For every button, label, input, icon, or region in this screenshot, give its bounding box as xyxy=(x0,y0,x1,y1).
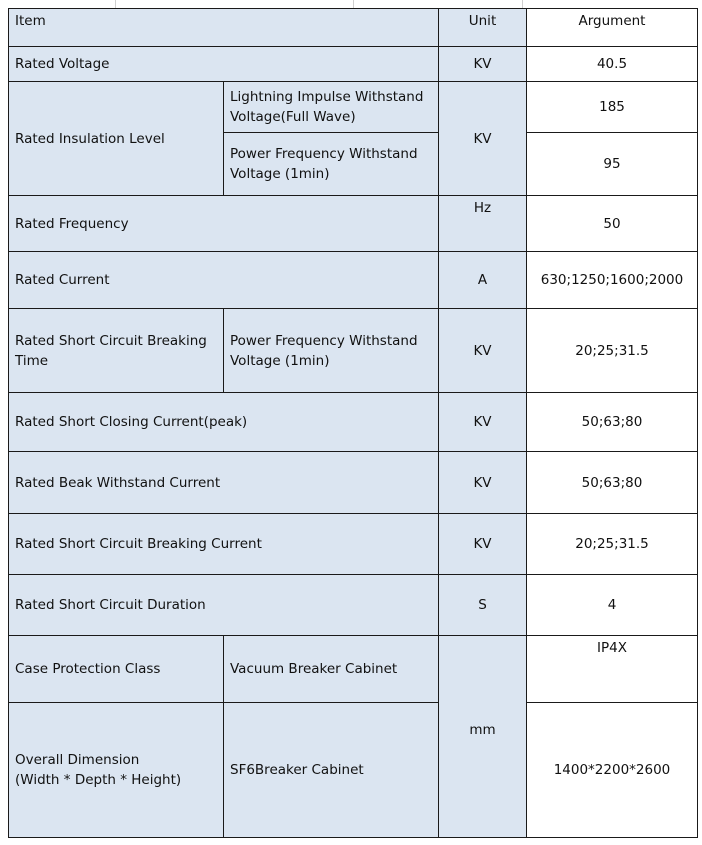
rated-voltage-value: 40.5 xyxy=(527,47,698,82)
header-row xyxy=(9,9,698,47)
table-row xyxy=(9,47,698,82)
breaking-current-label: Rated Short Circuit Breaking Current xyxy=(9,514,439,575)
table-row xyxy=(9,575,698,636)
table-row xyxy=(9,196,698,252)
table-row xyxy=(9,703,698,838)
duration-label: Rated Short Circuit Duration xyxy=(9,575,439,636)
dimension-unit: mm xyxy=(439,636,527,838)
dimension-value: 1400*2200*2600 xyxy=(527,703,698,838)
header-unit: Unit xyxy=(439,9,527,47)
table-row xyxy=(9,636,698,703)
table-row xyxy=(9,252,698,309)
breaking-time-unit: KV xyxy=(439,309,527,393)
rated-voltage-label: Rated Voltage xyxy=(9,47,439,82)
insulation-unit: KV xyxy=(439,82,527,196)
frequency-label: Rated Frequency xyxy=(9,196,439,252)
insulation-value-power: 95 xyxy=(527,133,698,196)
breaking-current-unit: KV xyxy=(439,514,527,575)
protection-sub: Vacuum Breaker Cabinet xyxy=(224,636,439,703)
insulation-value-lightning: 185 xyxy=(527,82,698,133)
beak-withstand-value: 50;63;80 xyxy=(527,452,698,514)
insulation-sub-power: Power Frequency Withstand Voltage (1min) xyxy=(224,133,439,196)
protection-value: IP4X xyxy=(527,636,698,703)
breaking-time-label: Rated Short Circuit Breaking Time xyxy=(9,309,224,393)
closing-current-unit: KV xyxy=(439,393,527,452)
table-row xyxy=(9,514,698,575)
frequency-value: 50 xyxy=(527,196,698,252)
header-item: Item xyxy=(9,9,439,47)
breaking-time-sub: Power Frequency Withstand Voltage (1min) xyxy=(224,309,439,393)
duration-unit: S xyxy=(439,575,527,636)
current-unit: A xyxy=(439,252,527,309)
breaking-time-value: 20;25;31.5 xyxy=(527,309,698,393)
current-value: 630;1250;1600;2000 xyxy=(527,252,698,309)
table-row xyxy=(9,393,698,452)
insulation-label: Rated Insulation Level xyxy=(9,82,224,196)
frequency-unit: Hz xyxy=(439,196,527,252)
header-argument: Argument xyxy=(527,9,698,47)
dimension-label xyxy=(9,703,224,838)
beak-withstand-unit: KV xyxy=(439,452,527,514)
table-row xyxy=(9,82,698,133)
current-label: Rated Current xyxy=(9,252,439,309)
dimension-label-line1: Overall Dimension xyxy=(15,752,140,768)
closing-current-value: 50;63;80 xyxy=(527,393,698,452)
protection-label: Case Protection Class xyxy=(9,636,224,703)
rated-voltage-unit: KV xyxy=(439,47,527,82)
dimension-sub: SF6Breaker Cabinet xyxy=(224,703,439,838)
top-gridlines xyxy=(0,0,702,8)
dimension-label-line2: (Width * Depth * Height) xyxy=(15,772,182,788)
beak-withstand-label: Rated Beak Withstand Current xyxy=(9,452,439,514)
table-row xyxy=(9,309,698,393)
table-row xyxy=(9,452,698,514)
spec-table xyxy=(8,8,698,838)
duration-value: 4 xyxy=(527,575,698,636)
insulation-sub-lightning: Lightning Impulse Withstand Voltage(Full Wave) xyxy=(224,82,439,133)
breaking-current-value: 20;25;31.5 xyxy=(527,514,698,575)
closing-current-label: Rated Short Closing Current(peak) xyxy=(9,393,439,452)
